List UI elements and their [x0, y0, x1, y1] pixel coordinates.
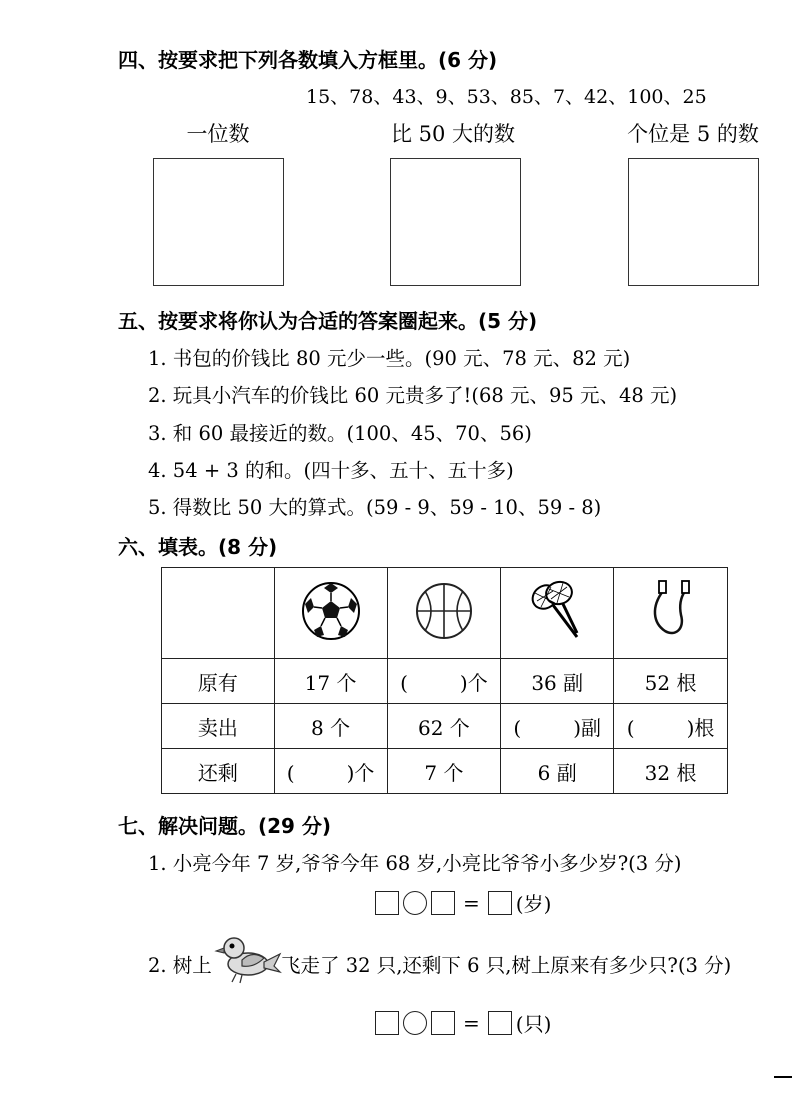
equation-1 — [375, 888, 551, 917]
answer-box-ones-digit-5[interactable] — [628, 158, 759, 286]
answer-square[interactable] — [488, 1011, 512, 1035]
category-title-greater-than-50: 比 50 大的数 — [390, 122, 516, 146]
badminton-rackets-icon — [525, 579, 589, 643]
blank-cell[interactable] — [614, 704, 728, 749]
section-5-title: 五、按要求将你认为合适的答案圈起来。(5 分) — [118, 309, 538, 333]
page-edge-mark — [774, 1076, 792, 1078]
answer-square[interactable] — [488, 891, 512, 915]
question-item[interactable]: 3. 和 60 最接近的数。(100、45、70、56) — [148, 422, 532, 445]
table-row — [162, 704, 728, 749]
jump-rope-icon — [641, 579, 701, 643]
open-paren: ( — [513, 715, 522, 740]
close-paren-unit: )副 — [573, 715, 602, 740]
category-title-ones-digit-5: 个位是 5 的数 — [627, 122, 759, 146]
open-paren: ( — [626, 715, 635, 740]
question-item[interactable]: 2. 玩具小汽车的价钱比 60 元贵多了!(68 元、95 元、48 元) — [148, 384, 678, 407]
table-cell: 8 个 — [274, 704, 387, 749]
close-paren-unit: )个 — [346, 760, 375, 785]
equals-sign: = — [463, 1010, 480, 1035]
equation-2 — [375, 1008, 551, 1037]
number-list: 15、78、43、9、53、85、7、42、100、25 — [306, 86, 707, 108]
problem-2-prefix: 2. 树上 — [148, 954, 212, 977]
basketball-icon — [413, 580, 475, 642]
blank-cell[interactable] — [387, 659, 501, 704]
jump-rope-cell — [614, 568, 728, 659]
inventory-table — [161, 567, 728, 794]
table-cell: 62 个 — [387, 704, 501, 749]
problem-1-text: 1. 小亮今年 7 岁,爷爷今年 68 岁,小亮比爷爷小多少岁?(3 分) — [148, 852, 682, 875]
answer-box-single-digit[interactable] — [153, 158, 284, 286]
section-6-title: 六、填表。(8 分) — [118, 535, 278, 559]
close-paren-unit: )个 — [459, 670, 488, 695]
unit-label: (岁) — [515, 892, 552, 916]
question-item[interactable]: 1. 书包的价钱比 80 元少一些。(90 元、78 元、82 元) — [148, 347, 631, 370]
question-item[interactable]: 4. 54 + 3 的和。(四十多、五十、五十多) — [148, 459, 514, 482]
answer-square[interactable] — [431, 891, 455, 915]
table-cell: 7 个 — [387, 749, 501, 794]
row-label: 卖出 — [162, 704, 275, 749]
unit-label: (只) — [515, 1012, 552, 1036]
section-7-title: 七、解决问题。(29 分) — [118, 814, 332, 838]
soccer-ball-icon — [300, 580, 362, 642]
question-item[interactable]: 5. 得数比 50 大的算式。(59 - 9、59 - 10、59 - 8) — [148, 496, 602, 519]
table-header-row — [162, 568, 728, 659]
soccer-ball-cell — [274, 568, 387, 659]
rackets-cell — [501, 568, 614, 659]
open-paren: ( — [400, 670, 408, 695]
answer-square[interactable] — [375, 1011, 399, 1035]
answer-square[interactable] — [375, 891, 399, 915]
section-4-title: 四、按要求把下列各数填入方框里。(6 分) — [118, 48, 498, 72]
problem-2-text: 飞走了 32 只,还剩下 6 只,树上原来有多少只?(3 分) — [281, 954, 732, 977]
basketball-cell — [387, 568, 501, 659]
blank-cell[interactable] — [501, 704, 614, 749]
table-cell: 32 根 — [614, 749, 728, 794]
blank-cell[interactable] — [274, 749, 387, 794]
answer-box-greater-than-50[interactable] — [390, 158, 521, 286]
equals-sign: = — [463, 890, 480, 915]
operator-circle[interactable] — [403, 891, 427, 915]
table-cell: 52 根 — [614, 659, 728, 704]
table-cell: 17 个 — [274, 659, 387, 704]
close-paren-unit: )根 — [686, 715, 715, 740]
row-label: 还剩 — [162, 749, 275, 794]
bird-icon — [212, 928, 282, 986]
open-paren: ( — [286, 760, 295, 785]
table-cell: 6 副 — [501, 749, 614, 794]
table-row — [162, 659, 728, 704]
table-cell: 36 副 — [501, 659, 614, 704]
table-corner-cell — [162, 568, 275, 659]
row-label: 原有 — [162, 659, 275, 704]
operator-circle[interactable] — [403, 1011, 427, 1035]
table-row — [162, 749, 728, 794]
answer-square[interactable] — [431, 1011, 455, 1035]
category-title-single-digit: 一位数 — [186, 122, 250, 146]
